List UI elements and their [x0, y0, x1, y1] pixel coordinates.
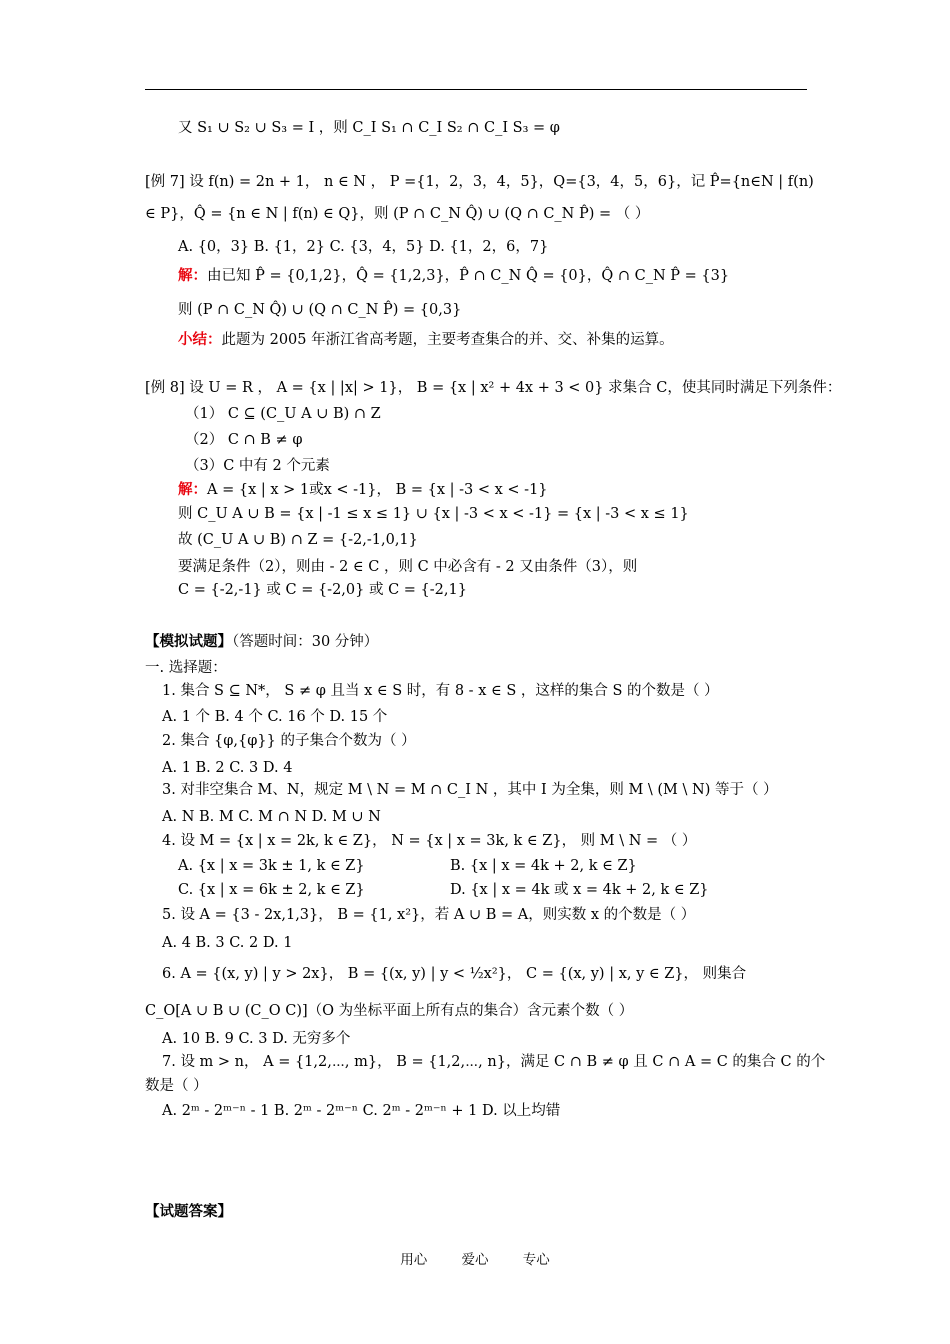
example-7-statement: [例 7] 设 f(n) = 2n + 1， n ∈ N ， P ={1，2，3，4，5}，Q={3，4，5，6}，记 P̂={n∈N | f(n) — [145, 174, 814, 190]
time-note: （答题时间：30 分钟） — [232, 634, 379, 650]
example-7-summary — [178, 330, 674, 350]
page-footer — [0, 1248, 950, 1268]
question-5-options: A. 4 B. 3 C. 2 D. 1 — [162, 935, 293, 951]
question-4-option-b: B. {x | x = 4k + 2, k ∈ Z} — [450, 858, 637, 874]
mock-test-heading — [145, 632, 378, 652]
example-7-options: A. {0，3} B. {1，2} C. {3，4，5} D. {1，2，6，7} — [178, 239, 549, 255]
summary-label: 小结： — [178, 331, 222, 348]
question-6-options: A. 10 B. 9 C. 3 D. 无穷多个 — [162, 1031, 351, 1047]
footer-word: 专心 — [522, 1252, 550, 1268]
example-8-condition-3: （3）C 中有 2 个元素 — [185, 458, 330, 474]
question-3: 3. 对非空集合 M、N，规定 M \ N = M ∩ C_I N ，其中 I 为全集，则 M \ (M \ N) 等于（ ） — [162, 782, 778, 798]
solution-label: 解： — [178, 481, 207, 498]
question-7-cont: 数是（ ） — [145, 1078, 208, 1094]
question-4-option-a: A. {x | x = 3k ± 1, k ∈ Z} — [178, 858, 365, 874]
summary-text: 此题为 2005 年浙江省高考题，主要考查集合的并、交、补集的运算。 — [221, 332, 674, 348]
solution-label: 解： — [178, 267, 207, 284]
example-7-statement-cont: ∈ P}，Q̂ = {n ∈ N | f(n) ∈ Q}，则 (P ∩ C_N Q̂) ∪ (Q ∩ C_N P̂) = （ ） — [145, 206, 650, 222]
example-8-solution-4: 要满足条件（2），则由 - 2 ∈ C ，则 C 中必含有 - 2 又由条件（3），则 — [178, 559, 638, 575]
section-title: 【模拟试题】 — [145, 633, 232, 650]
example-8-solution-3: 故 (C_U A ∪ B) ∩ Z = {-2,-1,0,1} — [178, 532, 418, 548]
example-8-solution — [178, 480, 548, 500]
question-1: 1. 集合 S ⊆ N*， S ≠ φ 且当 x ∈ S 时，有 8 - x ∈ S ，这样的集合 S 的个数是（ ） — [162, 683, 719, 699]
question-4: 4. 设 M = {x | x = 2k, k ∈ Z}， N = {x | x = 3k, k ∈ Z}， 则 M \ N = （ ） — [162, 833, 697, 849]
example-7-solution-cont: 则 (P ∩ C_N Q̂) ∪ (Q ∩ C_N P̂) = {0,3} — [178, 302, 462, 318]
example-8-condition-2: （2） C ∩ B ≠ φ — [185, 432, 303, 448]
question-2: 2. 集合 {φ,{φ}} 的子集合个数为（ ） — [162, 733, 416, 749]
question-7-options: A. 2ᵐ - 2ᵐ⁻ⁿ - 1 B. 2ᵐ - 2ᵐ⁻ⁿ C. 2ᵐ - 2ᵐ⁻ⁿ + 1 D. 以上均错 — [162, 1103, 561, 1119]
example-7-solution — [178, 266, 729, 286]
question-4-option-d: D. {x | x = 4k 或 x = 4k + 2, k ∈ Z} — [450, 882, 709, 898]
question-7: 7. 设 m > n， A = {1,2,⋯, m}， B = {1,2,⋯, n}，满足 C ∩ B ≠ φ 且 C ∩ A = C 的集合 C 的个 — [162, 1054, 826, 1070]
question-6: 6. A = {(x, y) | y > 2x}， B = {(x, y) | y < ½x²}， C = {(x, y) | x, y ∈ Z}， 则集合 — [162, 966, 747, 982]
question-4-option-c: C. {x | x = 6k ± 2, k ∈ Z} — [178, 882, 365, 898]
question-5: 5. 设 A = {3 - 2x,1,3}， B = {1, x²}，若 A ∪ B = A，则实数 x 的个数是（ ） — [162, 907, 696, 923]
question-3-options: A. N B. M C. M ∩ N D. M ∪ N — [162, 809, 381, 825]
footer-word: 用心 — [400, 1252, 428, 1268]
question-6-cont: C_O[A ∪ B ∪ (C_O C)]（O 为坐标平面上所有点的集合）含元素个数（ ） — [145, 1003, 634, 1019]
header-rule — [145, 89, 807, 90]
answers-heading: 【试题答案】 — [145, 1203, 232, 1220]
footer-word: 爱心 — [461, 1252, 489, 1268]
solution-text: A = {x | x > 1或x < -1}， B = {x | -3 < x < -1} — [207, 482, 548, 498]
section-label: 一. 选择题： — [145, 660, 227, 676]
example-8-condition-1: （1） C ⊆ (C_U A ∪ B) ∩ Z — [185, 406, 381, 422]
solution-text: 由已知 P̂ = {0,1,2}，Q̂ = {1,2,3}，P̂ ∩ C_N Q̂ = {0}，Q̂ ∩ C_N P̂ = {3} — [207, 268, 730, 284]
example-8-statement: [例 8] 设 U = R ， A = {x | |x| > 1}， B = {x | x² + 4x + 3 < 0} 求集合 C，使其同时满足下列条件： — [145, 380, 842, 396]
text-line: 又 S₁ ∪ S₂ ∪ S₃ = I ，则 C_I S₁ ∩ C_I S₂ ∩ C_I S₃ = φ — [178, 120, 560, 136]
example-8-solution-2: 则 C_U A ∪ B = {x | -1 ≤ x ≤ 1} ∪ {x | -3 < x < -1} = {x | -3 < x ≤ 1} — [178, 506, 689, 522]
question-2-options: A. 1 B. 2 C. 3 D. 4 — [162, 760, 293, 776]
question-1-options: A. 1 个 B. 4 个 C. 16 个 D. 15 个 — [162, 709, 388, 725]
example-8-solution-5: C = {-2,-1} 或 C = {-2,0} 或 C = {-2,1} — [178, 582, 467, 598]
